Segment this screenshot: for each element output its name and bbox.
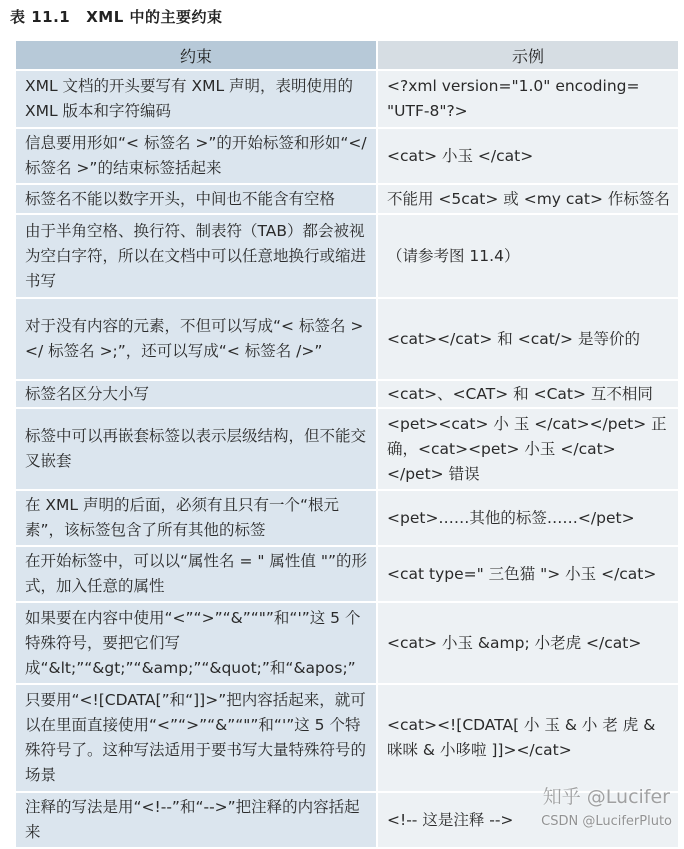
example-cell: <cat></cat> 和 <cat/> 是等价的 — [377, 298, 679, 380]
constraint-cell: 标签名不能以数字开头，中间也不能含有空格 — [15, 184, 377, 214]
example-cell: <cat type=" 三色猫 "> 小玉 </cat> — [377, 546, 679, 602]
constraint-cell: 注释的写法是用“<!--”和“-->”把注释的内容括起来 — [15, 792, 377, 848]
table-number: 表 11.1 — [10, 8, 71, 26]
example-cell: <!-- 这是注释 --> — [377, 792, 679, 848]
table-row — [15, 380, 679, 408]
table-row — [15, 546, 679, 602]
constraint-cell: 信息要用形如“< 标签名 >”的开始标签和形如“</ 标签名 >”的结束标签括起来 — [15, 128, 377, 184]
example-cell: <cat>、<CAT> 和 <Cat> 互不相同 — [377, 380, 679, 408]
zhihu-watermark: 知乎 @Lucifer — [542, 786, 670, 808]
table-row — [15, 184, 679, 214]
example-cell: <cat> 小玉 &amp; 小老虎 </cat> — [377, 602, 679, 684]
table-row — [15, 298, 679, 380]
table-header-row — [15, 40, 679, 70]
constraint-cell: 如果要在内容中使用“<”“>”“&”“"”和“'”这 5 个特殊符号，要把它们写成“&lt;”“&gt;”“&amp;”“&quot;”和“&apos;” — [15, 602, 377, 684]
table-row — [15, 214, 679, 298]
column-header-constraint: 约束 — [15, 40, 377, 70]
constraint-cell: 对于没有内容的元素，不但可以写成“< 标签名 ></ 标签名 >;”，还可以写成“< 标签名 />” — [15, 298, 377, 380]
table-row — [15, 70, 679, 128]
table-row — [15, 408, 679, 490]
example-cell: <?xml version="1.0" encoding= "UTF-8"?> — [377, 70, 679, 128]
constraint-cell: 标签名区分大小写 — [15, 380, 377, 408]
example-cell: 不能用 <5cat> 或 <my cat> 作标签名 — [377, 184, 679, 214]
constraint-cell: 由于半角空格、换行符、制表符（TAB）都会被视为空白字符，所以在文档中可以任意地换行或缩进书写 — [15, 214, 377, 298]
constraint-cell: XML 文档的开头要写有 XML 声明，表明使用的 XML 版本和字符编码 — [15, 70, 377, 128]
table-row — [15, 490, 679, 546]
constraints-table — [14, 39, 680, 849]
constraint-cell: 标签中可以再嵌套标签以表示层级结构，但不能交叉嵌套 — [15, 408, 377, 490]
example-cell: （请参考图 11.4） — [377, 214, 679, 298]
csdn-watermark: CSDN @LuciferPluto — [541, 814, 672, 829]
example-cell: <cat> 小玉 </cat> — [377, 128, 679, 184]
example-cell: <pet>……其他的标签……</pet> — [377, 490, 679, 546]
table-row — [15, 684, 679, 792]
constraint-cell: 只要用“<![CDATA[”和“]]>”把内容括起来，就可以在里面直接使用“<”“>”“&”“"”和“'”这 5 个特殊符号了。这种写法适用于要书写大量特殊符号的场景 — [15, 684, 377, 792]
table-caption — [10, 6, 223, 27]
constraint-cell: 在开始标签中，可以以“属性名 = " 属性值 "”的形式，加入任意的属性 — [15, 546, 377, 602]
example-cell: <cat><![CDATA[ 小 玉 & 小 老 虎 & 咪咪 & 小哆啦 ]]></cat> — [377, 684, 679, 792]
table-row — [15, 602, 679, 684]
constraint-cell: 在 XML 声明的后面，必须有且只有一个“根元素”，该标签包含了所有其他的标签 — [15, 490, 377, 546]
table-title: XML 中的主要约束 — [86, 8, 223, 26]
column-header-example: 示例 — [377, 40, 679, 70]
table-row — [15, 128, 679, 184]
example-cell: <pet><cat> 小 玉 </cat></pet> 正确，<cat><pet> 小玉 </cat></pet> 错误 — [377, 408, 679, 490]
